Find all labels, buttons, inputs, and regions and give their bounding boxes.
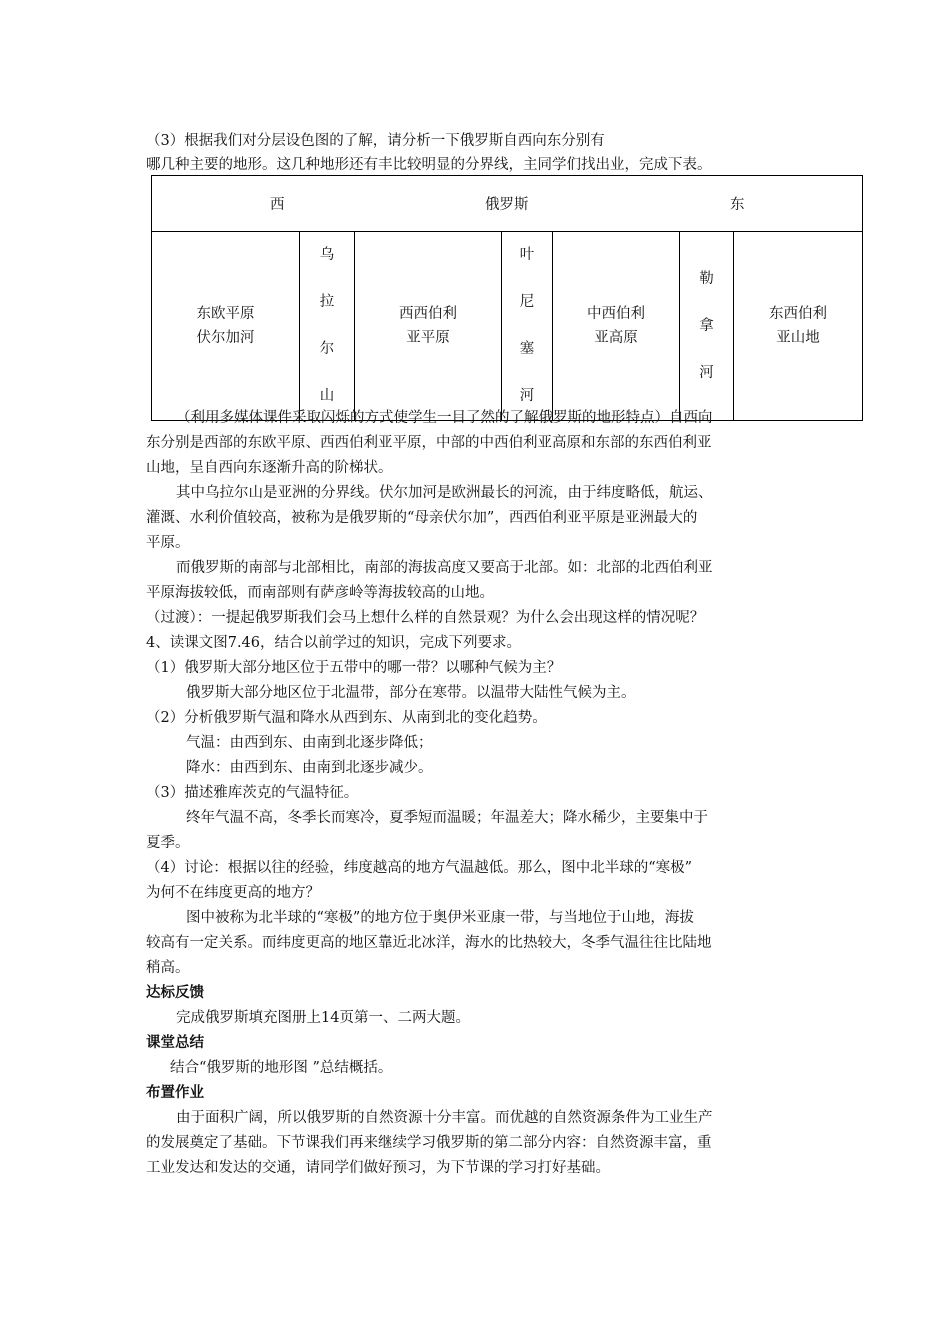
cell-text-line: 中西伯利 bbox=[587, 306, 645, 322]
cell-central-siberian-plateau bbox=[553, 232, 680, 421]
cell-text-line: 东西伯利 bbox=[769, 306, 827, 322]
vertical-char: 乌 bbox=[319, 247, 335, 263]
cell-west-siberian-plain bbox=[355, 232, 502, 421]
cell-ural-mountains bbox=[300, 232, 355, 421]
answer-4-1: 俄罗斯大部分地区位于北温带，部分在寒带。以温带大陆性气候为主。 bbox=[186, 685, 636, 701]
vertical-char: 山 bbox=[319, 388, 335, 404]
vertical-char: 勒 bbox=[699, 270, 714, 287]
answer-4-2-temp: 气温：由西到东、由南到北逐步降低； bbox=[186, 735, 433, 751]
header-russia: 俄罗斯 bbox=[485, 197, 529, 213]
homework-line: 工业发达和发达的交通，请同学们做好预习，为下节课的学习打好基础。 bbox=[146, 1160, 610, 1176]
question-4: 4、读课文图7.46，结合以前学过的知识，完成下列要求。 bbox=[146, 635, 522, 651]
vertical-char: 拿 bbox=[699, 317, 714, 334]
cell-text-line: 亚高原 bbox=[594, 330, 638, 346]
cell-text-line: 东欧平原 bbox=[196, 306, 255, 322]
question-4-3: （3）描述雅库茨克的气温特征。 bbox=[146, 785, 359, 801]
homework-line: 由于面积广阔，所以俄罗斯的自然资源十分丰富。而优越的自然资源条件为工业生产 bbox=[176, 1110, 713, 1126]
vertical-char: 叶 bbox=[519, 247, 535, 263]
table-row bbox=[152, 232, 863, 421]
header-east: 东 bbox=[730, 197, 745, 213]
cell-text-line: 西西伯利 bbox=[399, 306, 457, 322]
question-4-4-line: （4）讨论：根据以往的经验，纬度越高的地方气温越低。那么，图中北半球的“寒极” bbox=[146, 860, 693, 876]
homework-heading: 布置作业 bbox=[146, 1085, 204, 1101]
cell-yenisei-river bbox=[502, 232, 553, 421]
cell-east-european-plain bbox=[152, 232, 300, 421]
header-west: 西 bbox=[270, 197, 285, 213]
paragraph-line: 其中乌拉尔山是亚洲的分界线。伏尔加河是欧洲最长的河流，由于纬度略低，航运、 bbox=[176, 485, 713, 501]
paragraph-line: 山地，呈自西向东逐渐升高的阶梯状。 bbox=[146, 460, 393, 476]
summary-heading: 课堂总结 bbox=[146, 1035, 204, 1051]
vertical-char: 河 bbox=[519, 388, 535, 404]
transition-line: （过渡）：一提起俄罗斯我们会马上想什么样的自然景观？为什么会出现这样的情况呢？ bbox=[146, 610, 705, 626]
answer-4-3-line: 夏季。 bbox=[146, 835, 190, 851]
intro-line-1: （3）根据我们对分层设色图的了解，请分析一下俄罗斯自西向东分别有 bbox=[146, 133, 605, 149]
answer-4-4-line: 图中被称为北半球的“寒极”的地方位于奥伊米亚康一带，与当地位于山地，海拔 bbox=[186, 910, 694, 926]
vertical-char: 塞 bbox=[519, 341, 535, 357]
cell-lena-river bbox=[680, 232, 734, 421]
vertical-char: 尔 bbox=[319, 341, 335, 357]
table-header-row bbox=[152, 176, 863, 232]
homework-line: 的发展奠定了基础。下节课我们再来继续学习俄罗斯的第二部分内容：自然资源丰富，重 bbox=[146, 1135, 712, 1151]
cell-text-line: 亚山地 bbox=[776, 330, 820, 346]
feedback-text: 完成俄罗斯填充图册上14页第一、二两大题。 bbox=[176, 1010, 470, 1026]
vertical-char: 河 bbox=[699, 364, 714, 381]
answer-4-3-line: 终年气温不高，冬季长而寒冷，夏季短而温暖；年温差大；降水稀少，主要集中于 bbox=[186, 810, 708, 826]
terrain-table bbox=[151, 175, 863, 421]
cell-east-siberian-mountains bbox=[734, 232, 863, 421]
question-4-2: （2）分析俄罗斯气温和降水从西到东、从南到北的变化趋势。 bbox=[146, 710, 547, 726]
intro-line-2: 哪几种主要的地形。这几种地形还有丰比较明显的分界线，主同学们找出业，完成下表。 bbox=[146, 157, 712, 173]
vertical-char: 尼 bbox=[519, 294, 535, 310]
paragraph-line: 而俄罗斯的南部与北部相比，南部的海拔高度又要高于北部。如：北部的北西伯利亚 bbox=[176, 560, 713, 576]
paragraph-line: 灌溉、水利价值较高，被称为是俄罗斯的“母亲伏尔加”，西西伯利亚平原是亚洲最大的 bbox=[146, 510, 698, 526]
answer-4-2-precip: 降水：由西到东、由南到北逐步减少。 bbox=[186, 760, 433, 776]
answer-4-4-line: 稍高。 bbox=[146, 960, 190, 976]
paragraph-line: 平原海拔较低，而南部则有萨彦岭等海拔较高的山地。 bbox=[146, 585, 494, 601]
feedback-heading: 达标反馈 bbox=[146, 985, 204, 1001]
cell-text-line: 伏尔加河 bbox=[196, 330, 255, 346]
cell-text-line: 亚平原 bbox=[406, 330, 450, 346]
question-4-4-line: 为何不在纬度更高的地方？ bbox=[146, 885, 320, 901]
summary-text: 结合“俄罗斯的地形图 ”总结概括。 bbox=[170, 1060, 393, 1076]
paragraph-line: （利用多媒体课件采取闪烁的方式使学生一目了然的了解俄罗斯的地形特点）自西向 bbox=[176, 410, 713, 426]
answer-4-4-line: 较高有一定关系。而纬度更高的地区靠近北冰洋，海水的比热较大，冬季气温往往比陆地 bbox=[146, 935, 712, 951]
question-4-1: （1）俄罗斯大部分地区位于五带中的哪一带？以哪种气候为主？ bbox=[146, 660, 562, 676]
paragraph-line: 东分别是西部的东欧平原、西西伯利亚平原，中部的中西伯利亚高原和东部的东西伯利亚 bbox=[146, 435, 712, 451]
paragraph-line: 平原。 bbox=[146, 535, 190, 551]
vertical-char: 拉 bbox=[319, 294, 335, 310]
